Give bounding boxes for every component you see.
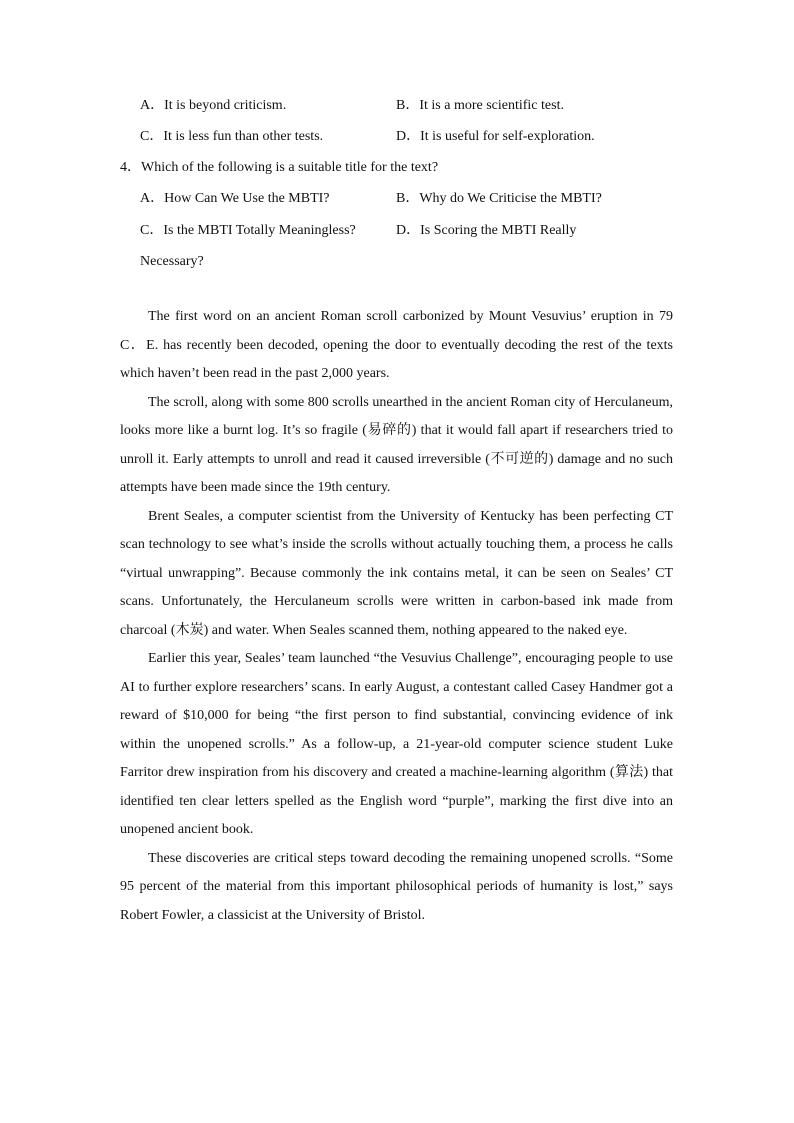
passage-paragraph-2: The scroll, along with some 800 scrolls unearthed in the ancient Roman city of Herculaneum, looks more like a burnt log. It’s so fragile (易碎的) that it would fall apart if researchers tried to unroll it. Early attempts to unroll and read it caused irreversible (不可逆的) damage and no such attempts have been made since the 19th century. [120, 394, 673, 495]
q4-option-d[interactable]: D．Is Scoring the MBTI Really [396, 223, 577, 238]
passage-paragraph-3: Brent Seales, a computer scientist from the University of Kentucky has been perfecting CT scan technology to see what’s inside the scrolls without actually touching them, a process he calls “virtual unwrapping”. Because commonly the ink contains metal, it can be seen on Seales’ CT scans. Unfortunately, the Herculaneum scrolls were written in carbon-based ink made from charcoal (木炭) and water. When Seales scanned them, nothing appeared to the naked eye. [120, 508, 673, 638]
q3-options-row-2 [140, 126, 700, 148]
q4-question: 4．Which of the following is a suitable title for the text? [120, 160, 439, 175]
passage-paragraph-4: Earlier this year, Seales’ team launched “the Vesuvius Challenge”, encouraging people to use AI to further explore researchers’ scans. In early August, a contestant called Casey Handmer got a reward of $10,000 for being “the first person to find substantial, convincing evidence of ink within the unopened scrolls.” As a follow-up, a 21-year-old computer science student Luke Farritor drew inspiration from his discovery and created a machine-learning algorithm (算法) that identified ten clear letters spelled as the English word “purple”, marking the first dive into an unopened ancient book. [120, 651, 673, 837]
q3-option-d[interactable]: D．It is useful for self-exploration. [396, 129, 595, 144]
passage-paragraph-5: These discoveries are critical steps toward decoding the remaining unopened scrolls. “Some 95 percent of the material from this important philosophical periods of humanity is lost,” says Robert Fowler, a classicist at the University of Bristol. [120, 850, 673, 923]
q3-option-a[interactable]: A．It is beyond criticism. [140, 98, 287, 113]
q4-option-d-continuation: Necessary? [140, 254, 204, 269]
reading-passage [120, 303, 673, 930]
q4-option-a[interactable]: A．How Can We Use the MBTI? [140, 191, 330, 206]
q3-options-row-1 [140, 95, 700, 117]
passage-paragraph-1: The first word on an ancient Roman scroll carbonized by Mount Vesuvius’ eruption in 79 C．E. has recently been decoded, opening the door to eventually decoding the rest of the texts which haven’t been read in the past 2,000 years. [120, 309, 673, 381]
q4-option-c[interactable]: C．Is the MBTI Totally Meaningless? [140, 223, 356, 238]
q3-option-b[interactable]: B．It is a more scientific test. [396, 98, 564, 113]
q4-option-b[interactable]: B．Why do We Criticise the MBTI? [396, 191, 602, 206]
q4-options-row-1 [140, 188, 700, 210]
q3-option-c[interactable]: C．It is less fun than other tests. [140, 129, 324, 144]
q4-options-row-2 [140, 220, 700, 242]
